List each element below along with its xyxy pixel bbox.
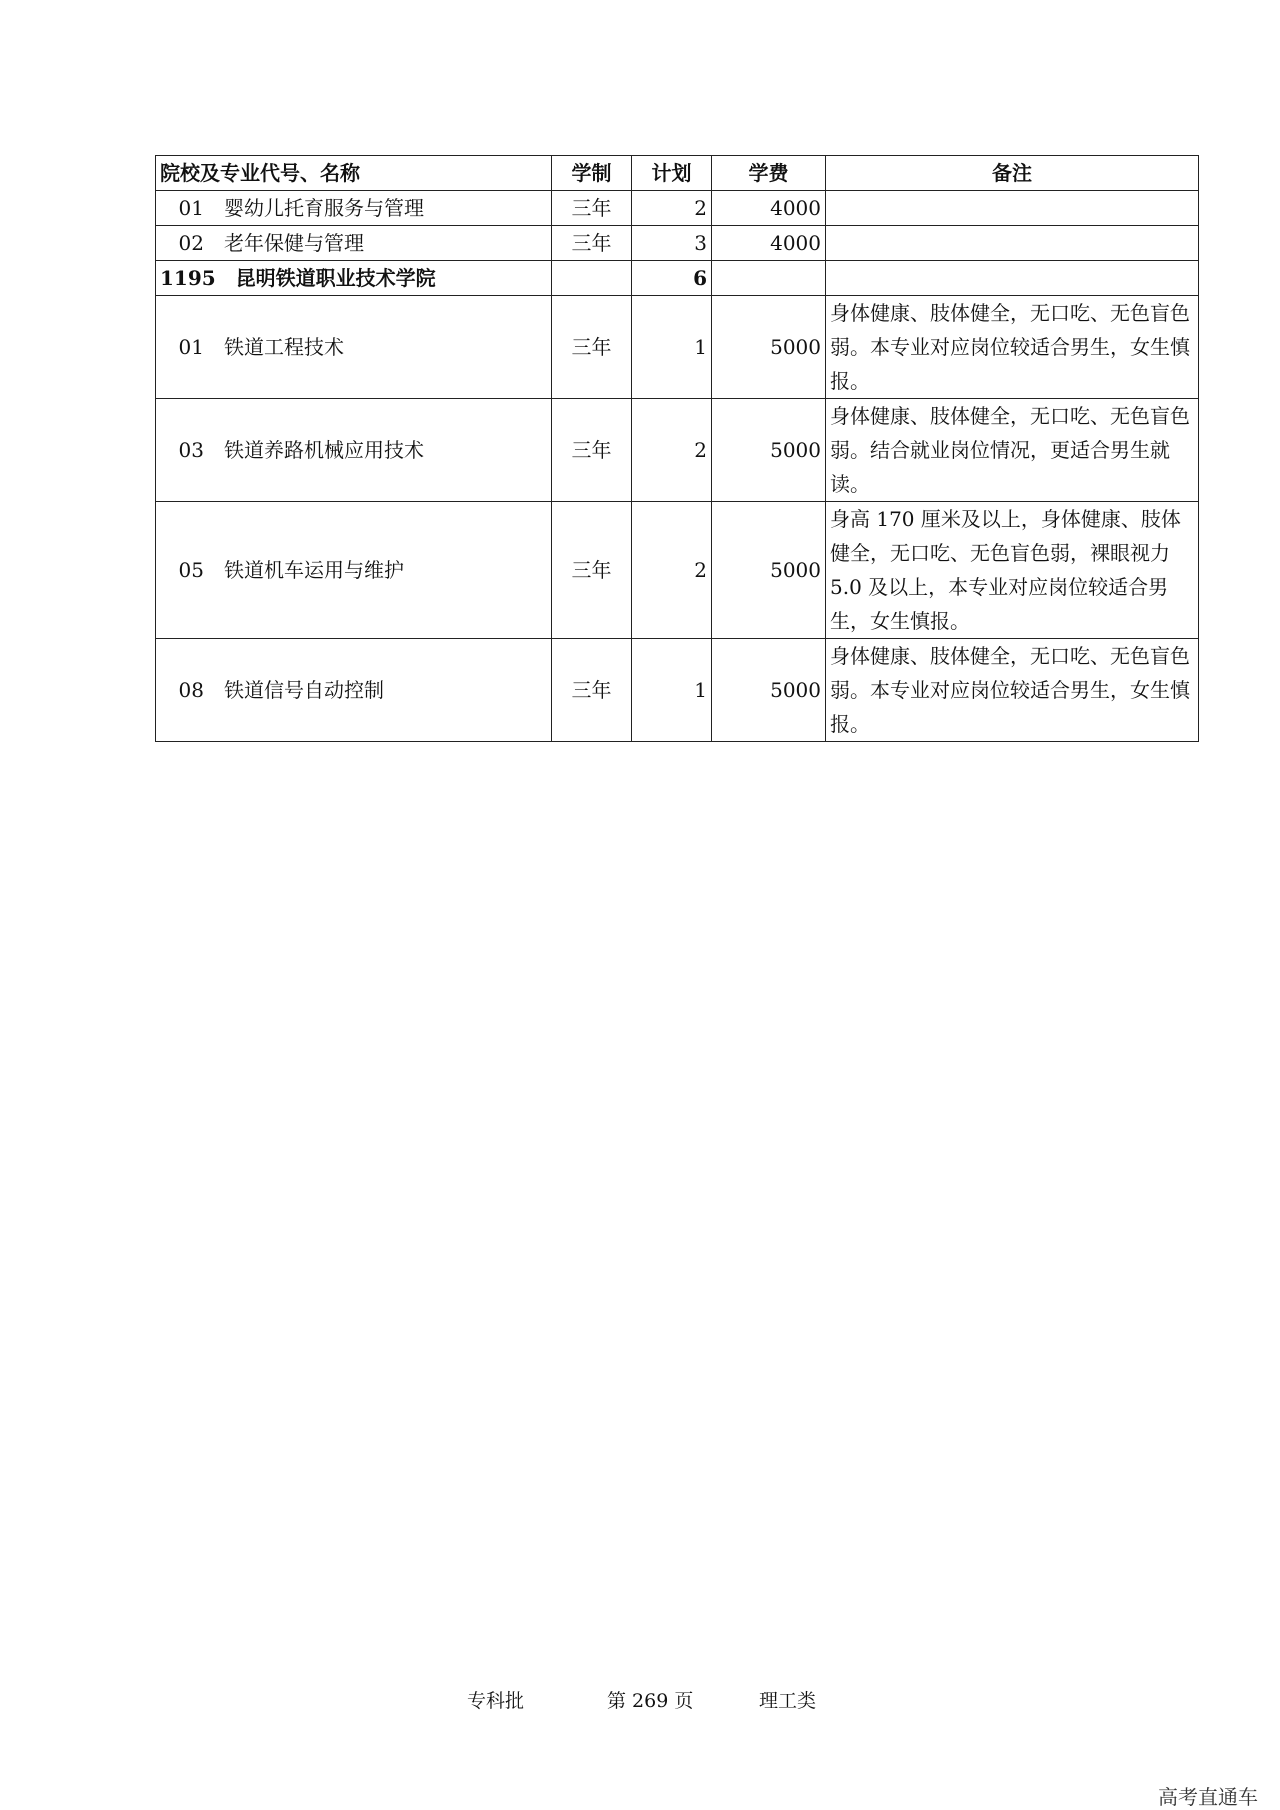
school-code: 1195 (160, 266, 216, 290)
footer-page-number: 第 269 页 (607, 1690, 694, 1712)
plan-cell: 3 (632, 226, 712, 261)
major-cell (156, 399, 552, 502)
major-name: 铁道工程技术 (224, 335, 344, 359)
plan-cell: 1 (632, 296, 712, 399)
note-cell (826, 261, 1199, 296)
table-row (156, 296, 1199, 399)
note-cell: 身体健康、肢体健全，无口吃、无色盲色弱。结合就业岗位情况，更适合男生就读。 (826, 399, 1199, 502)
note-cell: 身高 170 厘米及以上，身体健康、肢体健全，无口吃、无色盲色弱，裸眼视力5.0 及以上，本专业对应岗位较适合男生，女生慎报。 (826, 502, 1199, 639)
major-cell (156, 226, 552, 261)
plan-cell: 1 (632, 639, 712, 742)
school-plan-cell: 6 (632, 261, 712, 296)
header-fee: 学费 (712, 156, 826, 191)
note-cell (826, 226, 1199, 261)
table-row (156, 226, 1199, 261)
table-row (156, 502, 1199, 639)
watermark: 高考直通车 (1158, 1785, 1258, 1809)
duration-cell: 三年 (552, 502, 632, 639)
fee-cell: 4000 (712, 191, 826, 226)
major-code: 01 (178, 335, 204, 359)
major-code: 08 (178, 678, 204, 702)
table-header-row (156, 156, 1199, 191)
major-name: 铁道机车运用与维护 (224, 558, 404, 582)
fee-cell: 4000 (712, 226, 826, 261)
duration-cell: 三年 (552, 191, 632, 226)
major-code: 02 (178, 231, 204, 255)
major-name: 铁道养路机械应用技术 (224, 438, 424, 462)
header-duration: 学制 (552, 156, 632, 191)
major-cell (156, 639, 552, 742)
major-name: 老年保健与管理 (224, 231, 364, 255)
note-cell (826, 191, 1199, 226)
plan-cell: 2 (632, 399, 712, 502)
duration-cell (552, 261, 632, 296)
fee-cell: 5000 (712, 639, 826, 742)
footer-category: 理工类 (759, 1690, 817, 1712)
table-row (156, 399, 1199, 502)
duration-cell: 三年 (552, 639, 632, 742)
school-cell (156, 261, 552, 296)
school-row (156, 261, 1199, 296)
duration-cell: 三年 (552, 296, 632, 399)
major-name: 婴幼儿托育服务与管理 (224, 196, 424, 220)
fee-cell: 5000 (712, 399, 826, 502)
major-code: 03 (178, 438, 204, 462)
header-plan: 计划 (632, 156, 712, 191)
major-cell (156, 191, 552, 226)
major-code: 01 (178, 196, 204, 220)
major-name: 铁道信号自动控制 (224, 678, 384, 702)
school-name: 昆明铁道职业技术学院 (235, 266, 436, 290)
header-name: 院校及专业代号、名称 (156, 156, 552, 191)
major-cell (156, 502, 552, 639)
note-cell: 身体健康、肢体健全，无口吃、无色盲色弱。本专业对应岗位较适合男生，女生慎报。 (826, 639, 1199, 742)
duration-cell: 三年 (552, 226, 632, 261)
footer-batch: 专科批 (467, 1690, 525, 1712)
duration-cell: 三年 (552, 399, 632, 502)
fee-cell: 5000 (712, 296, 826, 399)
major-cell (156, 296, 552, 399)
fee-cell (712, 261, 826, 296)
table-row (156, 191, 1199, 226)
note-cell: 身体健康、肢体健全，无口吃、无色盲色弱。本专业对应岗位较适合男生，女生慎报。 (826, 296, 1199, 399)
plan-cell: 2 (632, 502, 712, 639)
fee-cell: 5000 (712, 502, 826, 639)
plan-cell: 2 (632, 191, 712, 226)
major-code: 05 (178, 558, 204, 582)
enrollment-plan-table (155, 155, 1199, 742)
table-row (156, 639, 1199, 742)
header-note: 备注 (826, 156, 1199, 191)
